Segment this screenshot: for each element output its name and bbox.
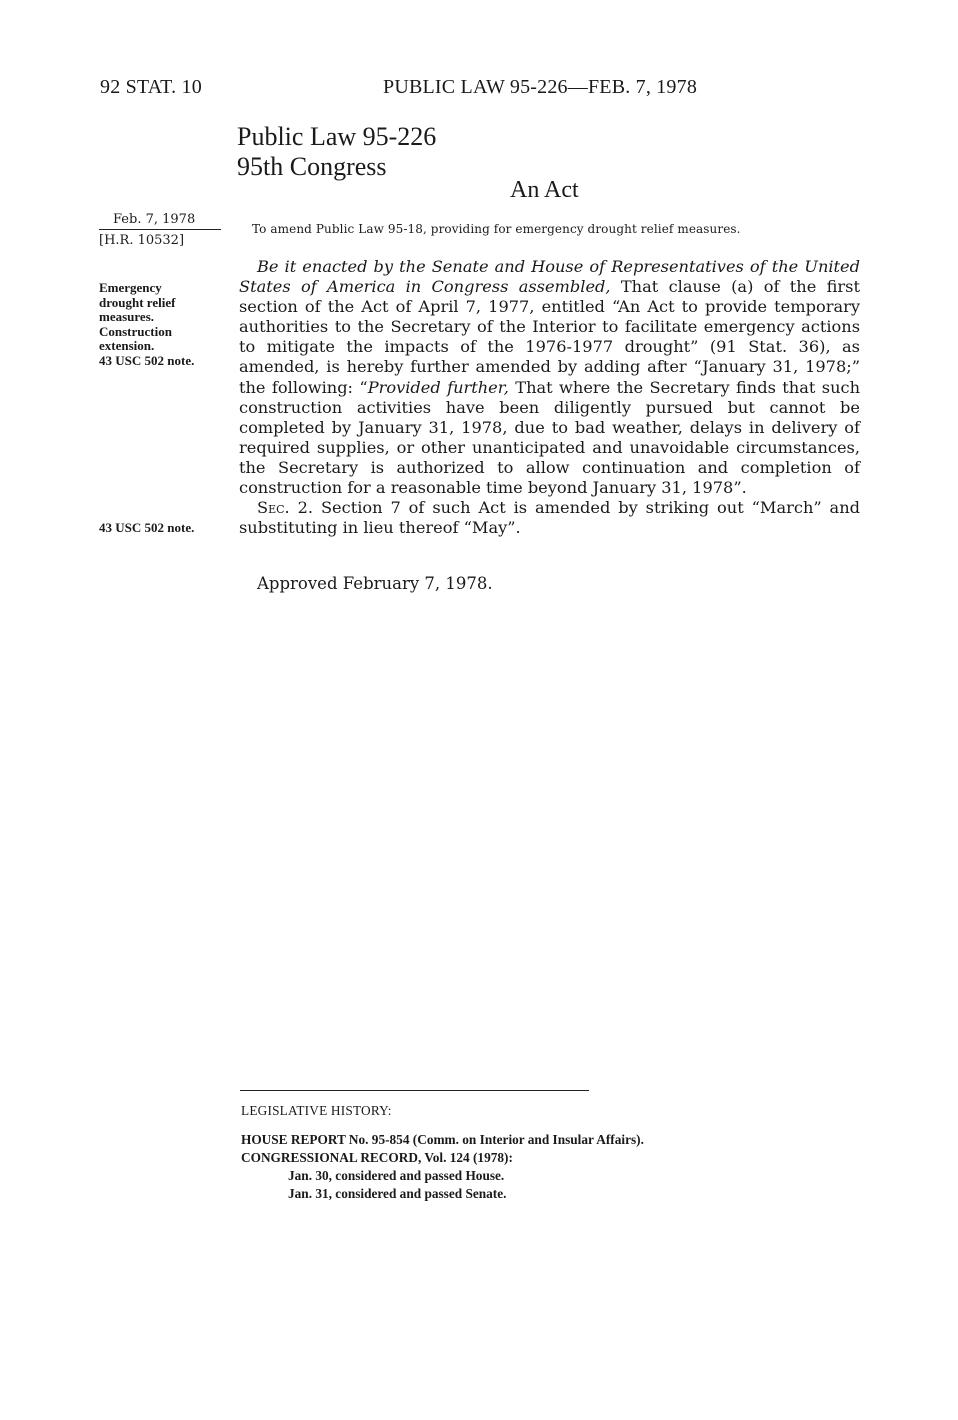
- margin-note-line: Construction: [99, 323, 172, 339]
- proviso-label: Provided further,: [367, 377, 509, 397]
- proviso-text: That where the Secretary finds that such construction activities have been diligently pursued but cannot be completed by January 31, 1978, due to bad weather, delays in delivery of required supplies, or other unanticipated and unavoidable circumstances, the Secretary is authorized to allow continuation and completion of construction for a reasonable time beyond January 31, 1978”.: [239, 377, 860, 498]
- section-2-label: Sec. 2.: [257, 498, 314, 518]
- margin-date-block: [99, 212, 221, 248]
- margin-note-section2: 43 USC 502 note.: [99, 520, 195, 535]
- margin-notes: [99, 281, 229, 368]
- congressional-record: CONGRESSIONAL RECORD, Vol. 124 (1978):: [241, 1150, 513, 1165]
- house-report: HOUSE REPORT No. 95-854 (Comm. on Interior and Insular Affairs).: [241, 1132, 644, 1147]
- legislative-history-heading: LEGISLATIVE HISTORY:: [241, 1103, 392, 1118]
- act-heading: An Act: [510, 177, 579, 203]
- page-reference: 92 STAT. 10: [100, 76, 202, 98]
- enacting-clause: Be it enacted by the Senate and House of Representatives of the United States of America in Congress assembled,: [239, 257, 860, 297]
- section-1-text: That clause (a) of the first section of the Act of April 7, 1977, entitled “An Act to provide temporary authorities to the Secretary of the Interior to facilitate emergency actions to mitigate the impacts of the 1976-1977 drought” (91 Stat. 36), as amended, is hereby further amended by adding after “January 31, 1978;” the following:: [239, 277, 860, 397]
- margin-note-line: measures.: [99, 309, 155, 324]
- section-2-paragraph: [239, 498, 860, 538]
- margin-date: Feb. 7, 1978: [99, 212, 221, 230]
- margin-note-line: extension.: [99, 338, 155, 353]
- legislative-history-rule: [240, 1090, 589, 1091]
- congress-number: 95th Congress: [237, 152, 387, 181]
- purpose-line: To amend Public Law 95-18, providing for emergency drought relief measures.: [252, 222, 741, 236]
- proviso-quote: “: [359, 377, 368, 397]
- section-2-text: Section 7 of such Act is amended by striking out “March” and substituting in lieu thereof “May”.: [239, 498, 860, 538]
- act-body: [239, 257, 860, 538]
- approval-line: Approved February 7, 1978.: [257, 574, 493, 593]
- margin-note-line: drought relief: [99, 294, 176, 310]
- section-1-paragraph: [239, 257, 860, 498]
- running-title: PUBLIC LAW 95-226—FEB. 7, 1978: [383, 76, 698, 98]
- history-entry: Jan. 31, considered and passed Senate.: [288, 1186, 507, 1201]
- history-entry: Jan. 30, considered and passed House.: [288, 1168, 505, 1183]
- legislative-history: [241, 1102, 644, 1203]
- margin-note-line: Emergency: [99, 280, 162, 295]
- title-block: [237, 122, 436, 182]
- law-number: Public Law 95-226: [237, 122, 437, 151]
- bill-number: [H.R. 10532]: [99, 233, 185, 248]
- margin-note-line: 43 USC 502 note.: [99, 352, 195, 368]
